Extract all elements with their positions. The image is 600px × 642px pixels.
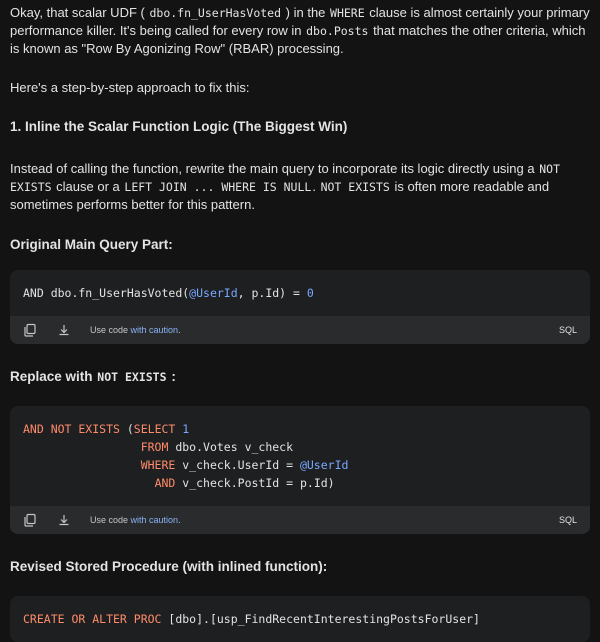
code-block-original: [10, 270, 590, 344]
section-heading: 1. Inline the Scalar Function Logic (The Biggest Win): [10, 119, 348, 134]
code-token: AND NOT EXISTS: [23, 422, 120, 436]
code-token: 1: [175, 422, 190, 436]
text: Okay, that scalar UDF (: [10, 5, 145, 20]
intro-paragraph: [10, 4, 590, 58]
text: Replace with: [10, 369, 93, 384]
code-token: @UserId: [189, 286, 238, 300]
text: that matches the other criteria, which is known as "Row By Agonizing Row" (RBAR) processing.: [10, 23, 586, 56]
download-icon[interactable]: [56, 512, 72, 528]
code-footer: [10, 316, 590, 344]
code-token: (: [119, 422, 134, 436]
code-content: [10, 596, 590, 642]
section-paragraph: [10, 160, 590, 214]
copy-icon[interactable]: [22, 322, 38, 338]
caution-text: Use code with caution.: [90, 325, 181, 335]
code-block-revised: [10, 596, 590, 642]
original-heading: Original Main Query Part:: [10, 237, 173, 252]
caution-link[interactable]: with caution: [130, 325, 179, 335]
text: .: [312, 179, 316, 194]
code-token: SELECT: [133, 422, 176, 436]
language-label: SQL: [558, 325, 577, 335]
code-token: AND dbo.fn_UserHasVoted(: [23, 286, 190, 300]
steps-intro: Here's a step-by-step approach to fix this:: [10, 80, 250, 95]
replace-heading: [10, 368, 590, 386]
text: is often more readable and sometimes performs better for this pattern.: [10, 179, 550, 212]
inline-code: WHERE: [330, 6, 365, 20]
code-token: @UserId: [299, 458, 349, 472]
inline-code: LEFT JOIN ... WHERE IS NULL: [124, 180, 312, 194]
download-icon[interactable]: [56, 322, 72, 338]
code-content: [10, 406, 590, 506]
code-token: WHERE: [140, 458, 176, 472]
text: ) in the: [285, 5, 326, 20]
code-token: , p.Id) =: [237, 286, 307, 300]
language-label: SQL: [558, 515, 577, 525]
revised-heading: Revised Stored Procedure (with inlined function):: [10, 559, 328, 574]
text: :: [171, 369, 176, 384]
code-token: v_check.UserId =: [175, 458, 300, 472]
code-token: v_check.PostId = p.Id): [175, 476, 335, 490]
code-block-replace: [10, 406, 590, 534]
code-token: FROM: [140, 440, 169, 454]
code-token: AND: [154, 476, 176, 490]
text: clause or a: [56, 179, 120, 194]
caution-link[interactable]: with caution: [130, 515, 179, 525]
text: clause is almost certainly your primary performance killer. It's being called for every row in: [10, 5, 590, 38]
copy-icon[interactable]: [22, 512, 38, 528]
caution-text: Use code with caution.: [90, 515, 181, 525]
code-token: CREATE OR ALTER PROC: [23, 612, 162, 626]
code-token: dbo.Votes v_check: [168, 440, 294, 454]
inline-code: NOT EXISTS: [10, 162, 561, 194]
code-token: [dbo].[usp_FindRecentInterestingPostsForUser]: [161, 612, 480, 626]
text: Instead of calling the function, rewrite the main query to incorporate its logic directly using a: [10, 161, 535, 176]
code-footer: [10, 506, 590, 534]
code-content: [10, 270, 590, 316]
code-token: 0: [306, 286, 314, 300]
inline-code: NOT EXISTS: [320, 180, 390, 194]
inline-code: NOT EXISTS: [97, 370, 167, 384]
inline-code: dbo.Posts: [306, 24, 369, 38]
inline-code: dbo.fn_UserHasVoted: [149, 6, 282, 20]
